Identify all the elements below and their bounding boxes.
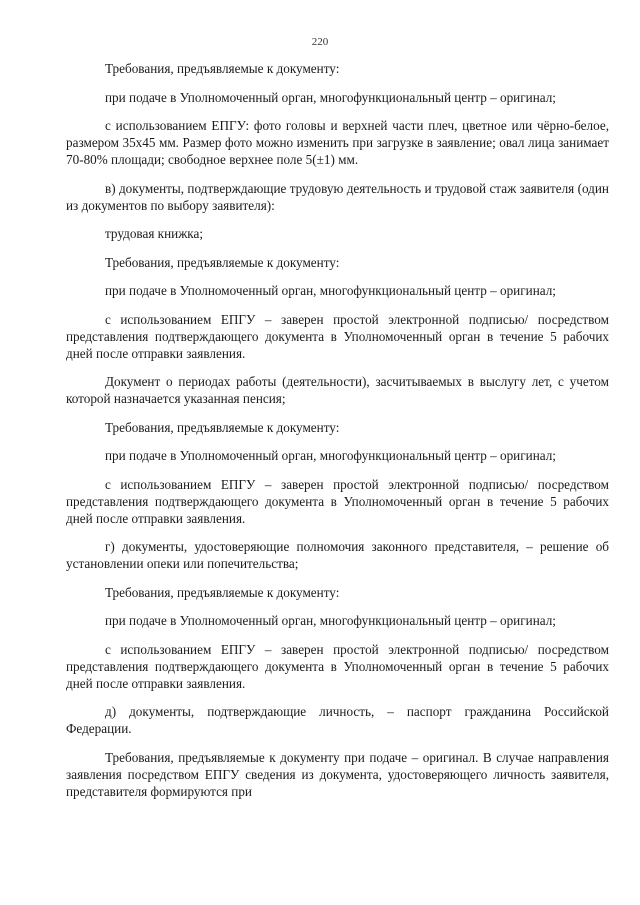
paragraph-submission-original: при подаче в Уполномоченный орган, многофункциональный центр – оригинал; [105, 448, 556, 463]
paragraph-submission-original: при подаче в Уполномоченный орган, многофункциональный центр – оригинал; [105, 89, 556, 105]
paragraph-epgu-signature: с использованием ЕПГУ – заверен простой электронной подписью/ посредством представления подтверждающего документа в Уполномоченный орган в течение 5 рабочих дней после отправки заявления. [66, 311, 609, 361]
paragraph-legal-representative: г) документы, удостоверяющие полномочия законного представителя, – решение об установлении опеки или попечительства; [66, 539, 609, 571]
paragraph-identity-documents: д) документы, подтверждающие личность, – паспорт гражданина Российской Федерации. [66, 704, 609, 736]
document-body [66, 60, 609, 811]
paragraph-requirements-heading: Требования, предъявляемые к документу: [105, 584, 340, 600]
paragraph-submission-original: при подаче в Уполномоченный орган, многофункциональный центр – оригинал; [105, 613, 556, 628]
paragraph-labor-documents: в) документы, подтверждающие трудовую деятельность и трудовой стаж заявителя (один из документов по выбору заявителя): [66, 180, 609, 213]
paragraph-work-book: трудовая книжка; [105, 226, 204, 241]
paragraph-requirements-heading: Требования, предъявляемые к документу: [105, 61, 340, 76]
page-number: 220 [311, 36, 329, 48]
paragraph-requirements-heading: Требования, предъявляемые к документу: [105, 254, 340, 270]
paragraph-epgu-photo: с использованием ЕПГУ: фото головы и верхней части плеч, цветное или чёрно-белое, размером 35x45 мм. Размер фото можно изменить при загрузке в заявление; овал лица занимает 70-80% площади; свободное верхнее поле 5(±1) мм. [66, 118, 609, 167]
paragraph-epgu-signature: с использованием ЕПГУ – заверен простой электронной подписью/ посредством представления подтверждающего документа в Уполномоченный орган в течение 5 рабочих дней после отправки заявления. [66, 476, 609, 526]
paragraph-identity-requirements: Требования, предъявляемые к документу при подаче – оригинал. В случае направления заявления посредством ЕПГУ сведения из документа, удостоверяющего личность заявителя, представителя формируются при [66, 749, 609, 799]
paragraph-requirements-heading: Требования, предъявляемые к документу: [105, 419, 340, 435]
paragraph-submission-original: при подаче в Уполномоченный орган, многофункциональный центр – оригинал; [105, 283, 556, 298]
paragraph-epgu-signature: с использованием ЕПГУ – заверен простой электронной подписью/ посредством представления подтверждающего документа в Уполномоченный орган в течение 5 рабочих дней после отправки заявления. [66, 641, 609, 691]
paragraph-work-periods-document: Документ о периодах работы (деятельности), засчитываемых в выслугу лет, с учетом которой назначается указанная пенсия; [66, 374, 609, 406]
